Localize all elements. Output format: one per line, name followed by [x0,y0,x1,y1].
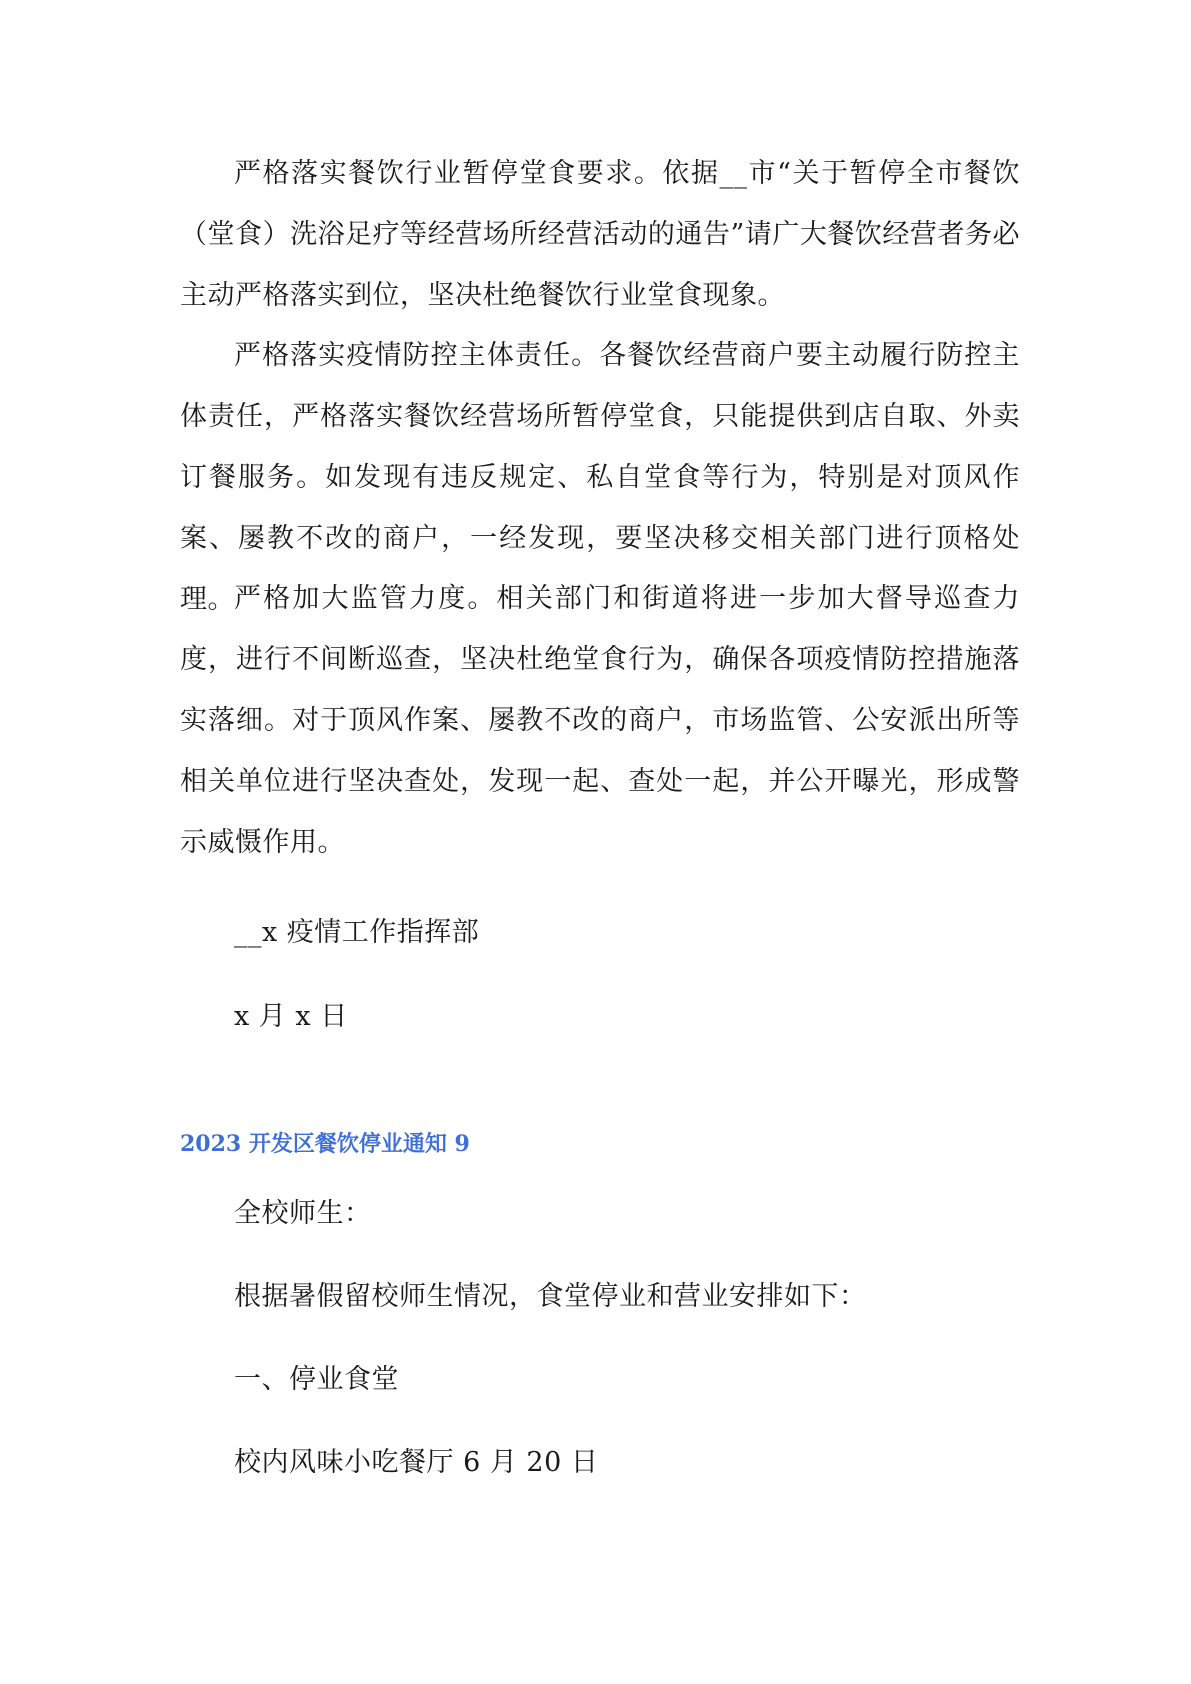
notice-salutation: 全校师生： [234,1198,372,1229]
signature-date: x 月 x 日 [234,1001,348,1032]
notice-intro: 根据暑假留校师生情况，食堂停业和营业安排如下： [234,1281,867,1312]
section-heading: 2023 开发区餐饮停业通知 9 [180,1131,470,1157]
paragraph-supervision: 严格加大监管力度。相关部门和街道将进一步加大督导巡查力度，进行不间断巡查，坚决杜绝堂食行为，确保各项疫情防控措施落实落细。对于顶风作案、屡教不改的商户，市场监管、公安派出所等相关单位进行坚决查处，发现一起、查处一起，并公开曝光，形成警示威慑作用。 [180,583,1020,858]
paragraph-dine-in-suspension: 严格落实餐饮行业暂停堂食要求。依据__市“关于暂停全市餐饮（堂食）洗浴足疗等经营场所经营活动的通告”请广大餐饮经营者务必主动严格落实到位，坚决杜绝餐饮行业堂食现象。 [180,158,1020,311]
signature-organization: __x 疫情工作指挥部 [234,917,480,948]
paragraph-epidemic-responsibility: 严格落实疫情防控主体责任。各餐饮经营商户要主动履行防控主体责任，严格落实餐饮经营场所暂停堂食，只能提供到店自取、外卖订餐服务。如发现有违反规定、私自堂食等行为，特别是对顶风作案、屡教不改的商户，一经发现，要坚决移交相关部门进行顶格处理。 [180,340,1020,615]
notice-item-heading: 一、停业食堂 [234,1364,399,1395]
notice-item-line: 校内风味小吃餐厅 6 月 20 日 [234,1447,599,1478]
